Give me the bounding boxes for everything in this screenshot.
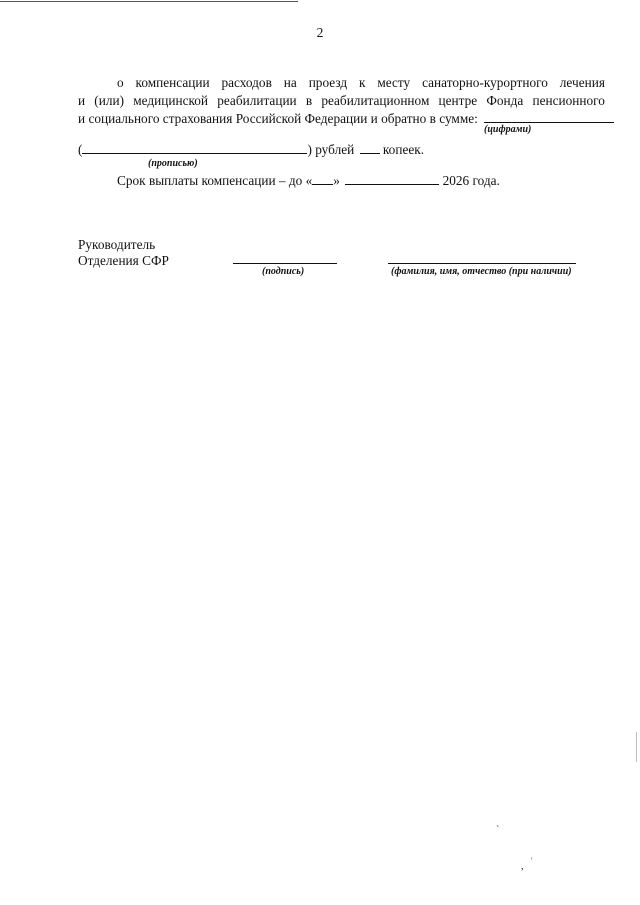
paragraph-word: в <box>305 93 313 108</box>
paragraph-line-3-text: и социального страхования Российской Федерации и обратно в сумме: <box>78 111 478 126</box>
paragraph-word: и <box>78 93 86 108</box>
paragraph-word: Фонда <box>486 93 524 108</box>
signatory-title <box>78 237 169 269</box>
paragraph-line-2 <box>78 93 605 109</box>
deadline-day-field[interactable] <box>312 173 333 185</box>
scan-speck: , <box>521 861 524 872</box>
paragraph-word: центре <box>438 93 478 108</box>
hint-words: (прописью) <box>148 158 198 169</box>
paragraph-word: лечения <box>559 75 605 90</box>
payment-deadline-line <box>117 173 500 189</box>
top-edge-rule <box>0 1 298 2</box>
hint-signature: (подпись) <box>262 266 305 277</box>
deadline-prefix: Срок выплаты компенсации – до « <box>117 173 313 188</box>
signature-field[interactable] <box>233 263 337 264</box>
open-paren: ( <box>78 142 83 157</box>
signatory-line-2: Отделения СФР <box>78 253 169 268</box>
paragraph-line-3 <box>78 111 614 127</box>
amount-digits-field[interactable] <box>484 111 614 123</box>
paragraph-word: о <box>117 75 124 90</box>
paragraph-word: (или) <box>94 93 125 108</box>
hint-digits: (цифрами) <box>484 124 532 135</box>
paragraph-word: месту <box>377 75 411 90</box>
scan-edge-mark <box>636 732 637 762</box>
hint-full-name: (фамилия, имя, отчество (при наличии) <box>391 266 572 277</box>
paragraph-word: к <box>359 75 366 90</box>
kopecks-field[interactable] <box>360 142 380 154</box>
page-number: 2 <box>316 25 324 40</box>
paragraph-word: пенсионного <box>532 93 605 108</box>
kopecks-label: копеек. <box>382 142 425 157</box>
rubles-label: ) рублей <box>307 142 355 157</box>
paragraph-word: санаторно-курортного <box>422 75 548 90</box>
paragraph-word: расходов <box>221 75 272 90</box>
scan-speck: ˋ <box>496 825 500 836</box>
deadline-suffix: 2026 года. <box>442 173 500 188</box>
paragraph-word: компенсации <box>135 75 210 90</box>
paragraph-word: проезд <box>308 75 348 90</box>
deadline-month-field[interactable] <box>345 173 439 185</box>
amount-words-line <box>78 142 424 158</box>
paragraph-word: реабилитационном <box>321 93 430 108</box>
paragraph-word: медицинской <box>133 93 209 108</box>
full-name-field[interactable] <box>388 263 576 264</box>
signatory-line-1: Руководитель <box>78 237 156 252</box>
amount-words-field[interactable] <box>82 142 307 154</box>
deadline-mid: » <box>333 173 340 188</box>
paragraph-word: на <box>283 75 297 90</box>
paragraph-word: реабилитации <box>217 93 297 108</box>
scan-speck: ʾ <box>530 857 534 868</box>
paragraph-line-1 <box>117 75 605 91</box>
